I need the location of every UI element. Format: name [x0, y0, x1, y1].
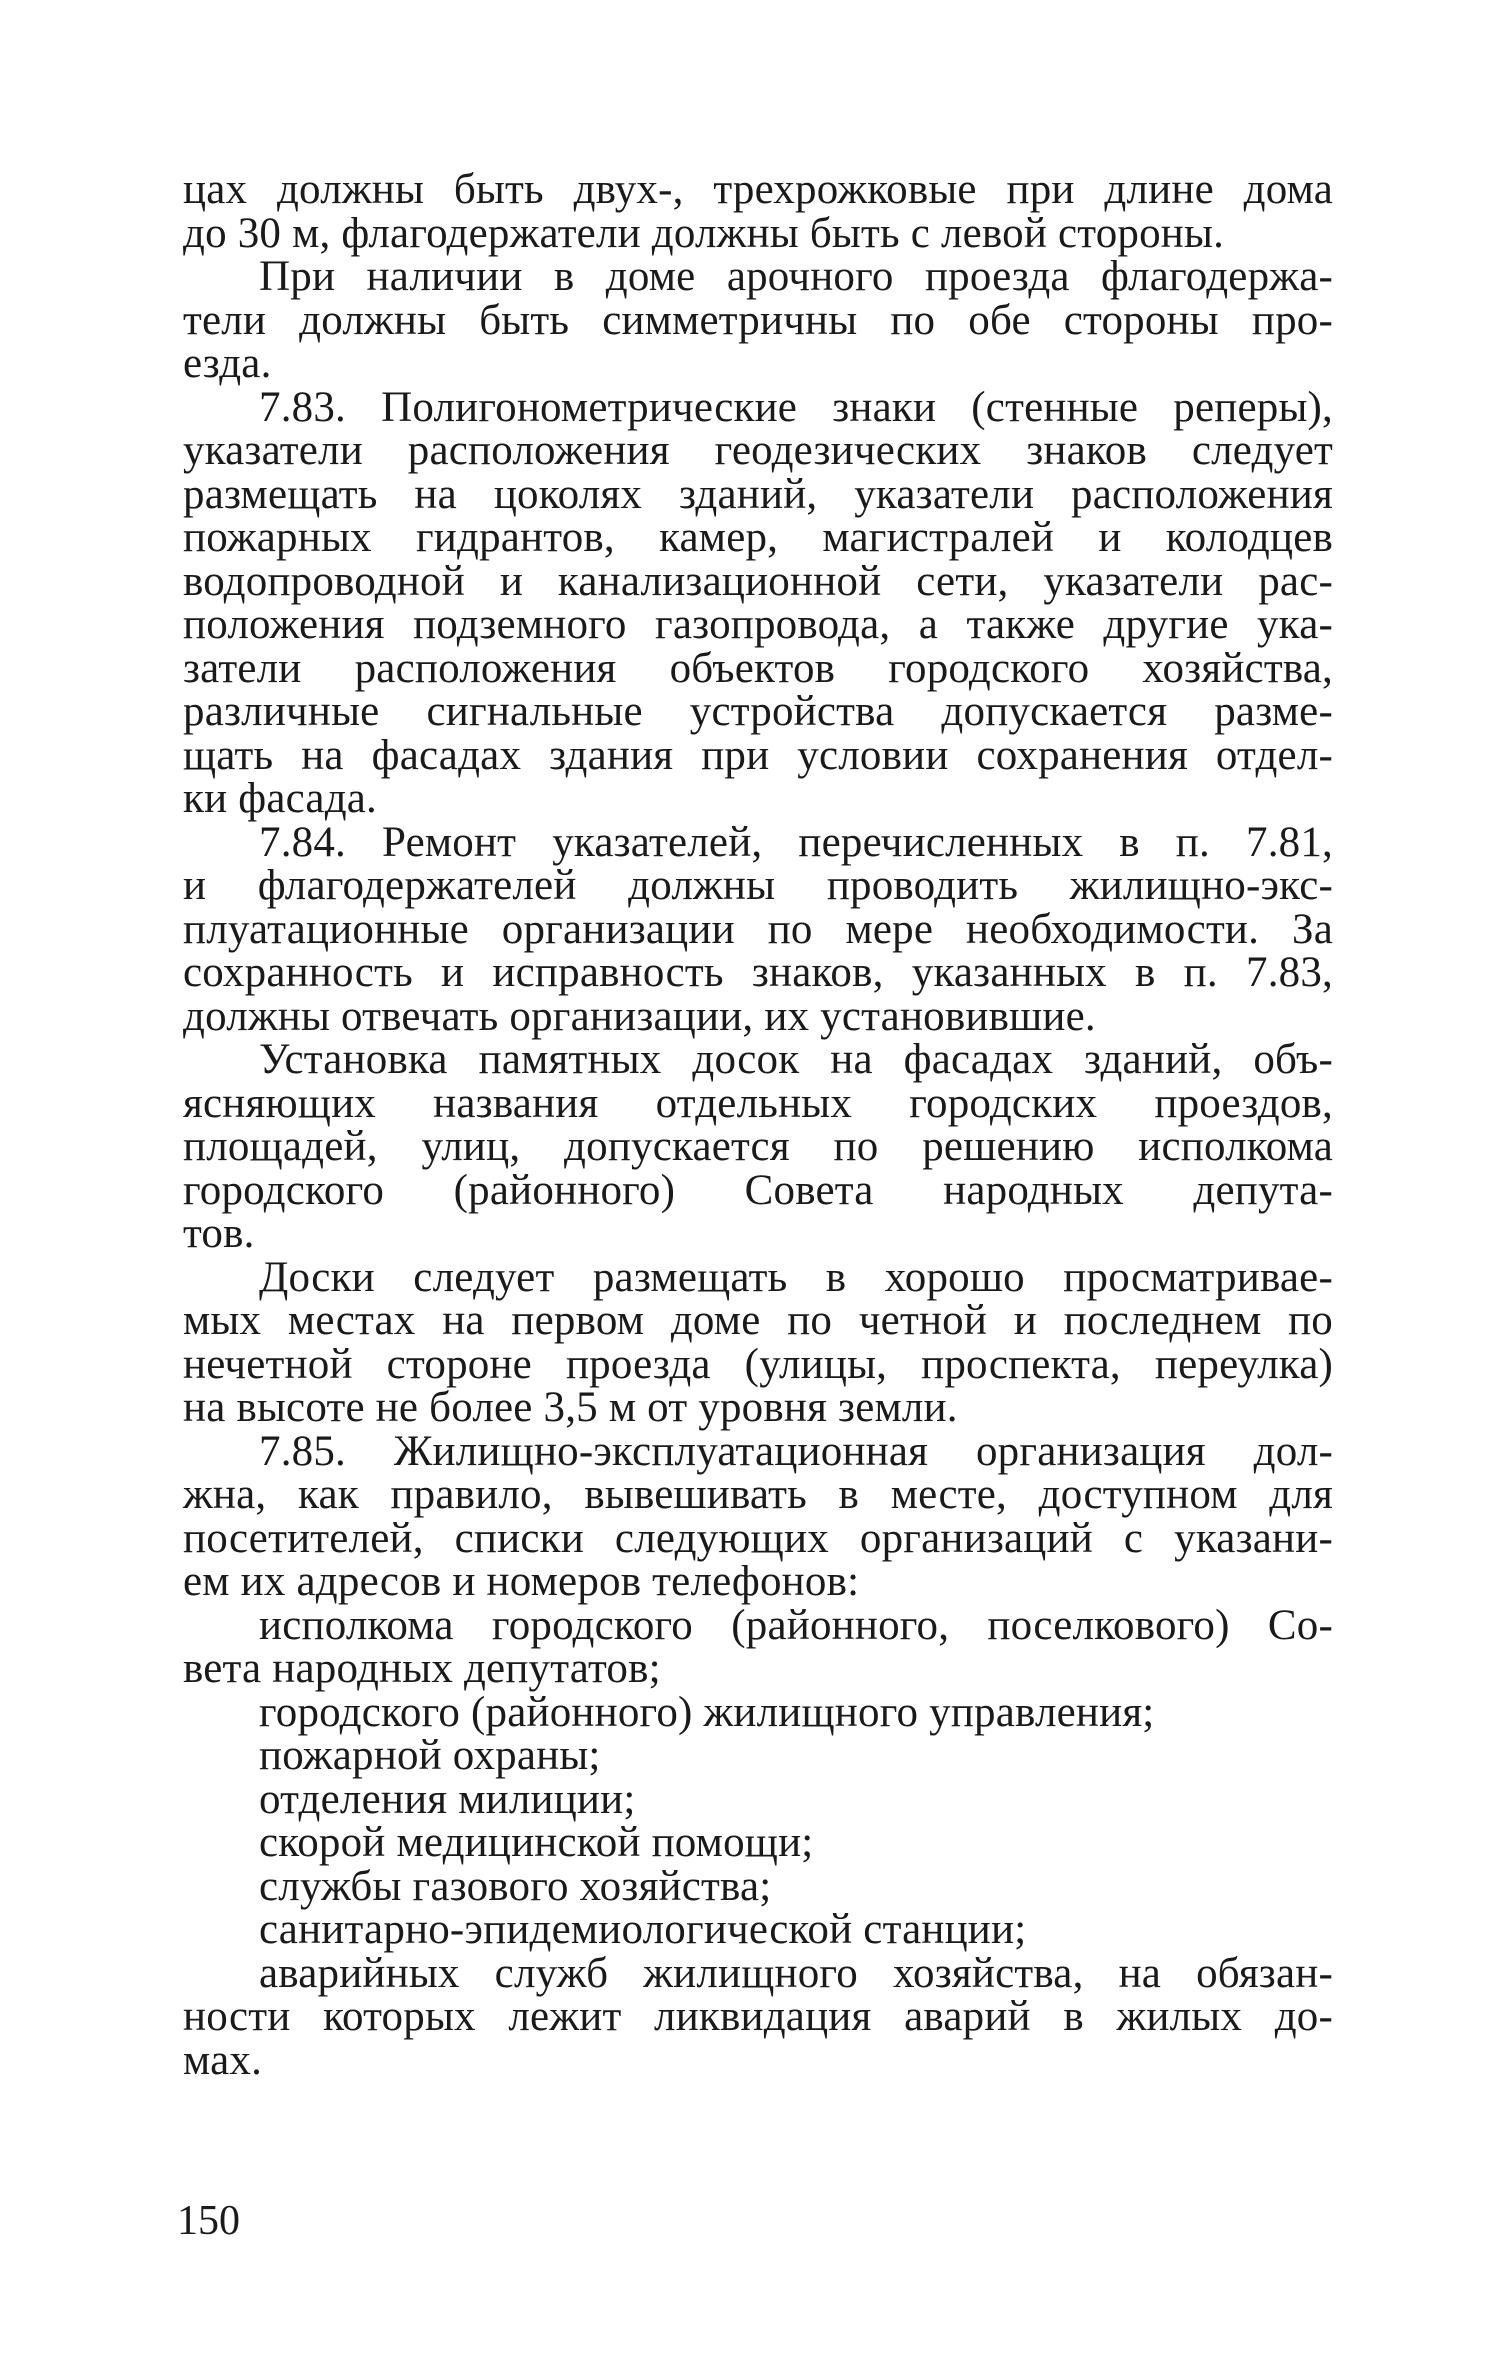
text-line: При наличии в доме арочного проезда флагодержа- [259, 253, 1333, 300]
paragraph-list-executive-committee [183, 1601, 1333, 1692]
text-line: ясняющих названия отдельных городских проездов, [183, 1079, 1333, 1127]
text-line: ки фасада. [183, 775, 378, 822]
text-line: нечетной стороне проезда (улицы, проспекта, переулка) [183, 1340, 1333, 1388]
paragraph-p-flag-holders-continued [183, 168, 1333, 255]
paragraph-list-sanitary-station [183, 1908, 1333, 1952]
text-line: сохранность и исправность знаков, указанных в п. 7.83, [183, 949, 1333, 996]
paragraph-list-gas-service [183, 1862, 1333, 1910]
text-line: Доски следует размещать в хорошо просматривае- [259, 1253, 1333, 1301]
page-number: 150 [177, 2198, 240, 2244]
text-line: жна, как правило, вывешивать в месте, доступном для [183, 1471, 1333, 1518]
text-line: исполкома городского (районного, поселкового) Со- [259, 1601, 1333, 1649]
text-line: мых местах на первом доме по четной и последнем по [183, 1297, 1333, 1344]
text-line: мах. [183, 2036, 263, 2084]
paragraph-list-ambulance [183, 1821, 1333, 1865]
paragraph-list-emergency-services [183, 1949, 1333, 2084]
text-line: 7.83. Полигонометрические знаки (стенные реперы), [259, 383, 1333, 431]
paragraph-list-fire-protection [183, 1734, 1333, 1778]
paragraph-p-7-83 [183, 383, 1333, 822]
text-line: городского (районного) Совета народных депута- [183, 1166, 1333, 1214]
text-line: скорой медицинской помощи; [259, 1819, 814, 1866]
text-line: на высоте не более 3,5 м от уровня земли. [183, 1384, 958, 1431]
text-line: отделения милиции; [259, 1775, 636, 1823]
text-line: площадей, улиц, допускается по решению исполкома [183, 1123, 1333, 1170]
paragraph-p-7-85 [183, 1427, 1333, 1605]
paragraph-p-arch-passage [183, 255, 1333, 386]
text-line: езда. [183, 340, 272, 387]
text-line: городского (районного) жилищного управления; [259, 1688, 1155, 1736]
text-line: должны отвечать организации, их установившие. [183, 992, 1096, 1040]
paragraph-list-housing-administration [183, 1688, 1333, 1736]
text-line: различные сигнальные устройства допускается разме- [183, 688, 1333, 735]
text-line: 7.85. Жилищно-эксплуатационная организация дол- [259, 1427, 1333, 1475]
document-body [183, 168, 1333, 2082]
text-line: 7.84. Ремонт указателей, перечисленных в п. 7.81, [259, 818, 1333, 866]
text-line: размещать на цоколях зданий, указатели расположения [183, 470, 1333, 518]
text-line: вета народных депутатов; [183, 1645, 661, 1692]
text-line: аварийных служб жилищного хозяйства, на обязан- [259, 1949, 1333, 1997]
text-line: цах должны быть двух-, трехрожковые при длине дома [183, 166, 1333, 213]
paragraph-p-plaque-placement [183, 1253, 1333, 1431]
text-line: санитарно-эпидемиологической станции; [259, 1906, 1027, 1953]
paragraph-list-police [183, 1775, 1333, 1823]
text-line: положения подземного газопровода, а также другие ука- [183, 601, 1333, 648]
text-line: щать на фасадах здания при условии сохранения отдел- [183, 731, 1333, 779]
text-line: ности которых лежит ликвидация аварий в жилых до- [183, 1993, 1333, 2040]
text-line: до 30 м, флагодержатели должны быть с левой стороны. [183, 209, 1225, 257]
text-line: Установка памятных досок на фасадах зданий, объ- [259, 1036, 1333, 1083]
text-line: тели должны быть симметричны по обе стороны про- [183, 296, 1333, 344]
text-line: затели расположения объектов городского хозяйства, [183, 644, 1333, 692]
text-line: пожарной охраны; [259, 1732, 601, 1779]
text-line: пожарных гидрантов, камер, магистралей и колодцев [183, 514, 1333, 561]
paragraph-p-memorial-plaques [183, 1038, 1333, 1256]
text-line: ем их адресов и номеров телефонов: [183, 1558, 860, 1605]
text-line: тов. [183, 1210, 255, 1257]
text-line: и флагодержателей должны проводить жилищно-экс- [183, 862, 1333, 909]
paragraph-p-7-84 [183, 818, 1333, 1040]
text-line: указатели расположения геодезических знаков следует [183, 427, 1333, 474]
text-line: водопроводной и канализационной сети, указатели рас- [183, 557, 1333, 605]
text-line: посетителей, списки следующих организаций с указани- [183, 1514, 1333, 1562]
text-line: плуатационные организации по мере необходимости. За [183, 905, 1333, 953]
text-line: службы газового хозяйства; [259, 1862, 772, 1910]
